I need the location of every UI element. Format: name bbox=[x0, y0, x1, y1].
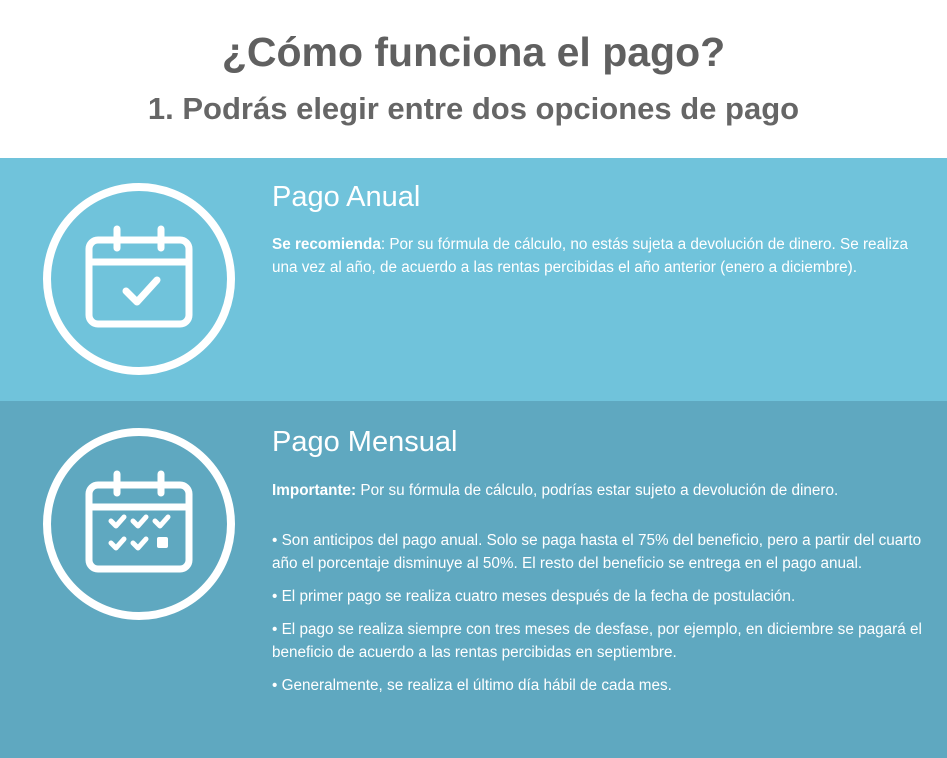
page-header bbox=[0, 0, 947, 158]
monthly-title: Pago Mensual bbox=[272, 426, 458, 458]
annual-title: Pago Anual bbox=[272, 181, 421, 213]
page-title: ¿Cómo funciona el pago? bbox=[221, 29, 726, 75]
annual-description bbox=[272, 233, 927, 279]
list-item: • El pago se realiza siempre con tres meses de desfase, por ejemplo, en diciembre se pagará el beneficio de acuerdo a las rentas percibidas en septiembre. bbox=[272, 621, 922, 661]
monthly-highlight: Importante: bbox=[272, 482, 357, 499]
list-item: • Son anticipos del pago anual. Solo se paga hasta el 75% del beneficio, pero a partir del cuarto año el porcentaje disminuye al 50%. El resto del beneficio se entrega en el pago anual. bbox=[272, 532, 922, 572]
monthly-bullet-list bbox=[272, 529, 927, 697]
calendar-multi-check-icon bbox=[42, 427, 236, 621]
monthly-payment-panel bbox=[0, 401, 947, 758]
page-subtitle: 1. Podrás elegir entre dos opciones de pago bbox=[147, 91, 800, 126]
list-item: • Generalmente, se realiza el último día hábil de cada mes. bbox=[272, 677, 672, 694]
annual-payment-panel bbox=[0, 158, 947, 401]
annual-highlight: Se recomienda bbox=[272, 236, 381, 253]
monthly-description bbox=[272, 479, 927, 502]
monthly-text: Por su fórmula de cálculo, podrías estar sujeto a devolución de dinero. bbox=[356, 482, 839, 499]
list-item: • El primer pago se realiza cuatro meses después de la fecha de postulación. bbox=[272, 588, 796, 605]
calendar-check-icon bbox=[42, 182, 236, 376]
annual-text: : Por su fórmula de cálculo, no estás sujeta a devolución de dinero. Se realiza una vez al año, de acuerdo a las rentas percibidas el año anterior (enero a diciembre). bbox=[272, 236, 909, 276]
